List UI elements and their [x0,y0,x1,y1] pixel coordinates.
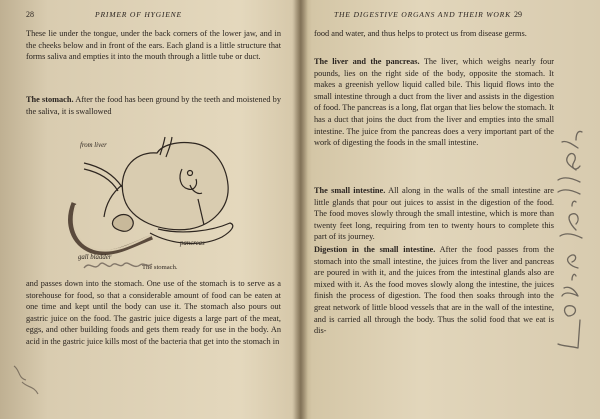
left-para-3: and passes down into the stomach. One use of the stomach is to serve as a storehouse for food, so that a considerable amount of food can be eaten at one time and kept until the body can use it. The stomach also pours out gastric juice on the food. The gastric juice digests a large part of the meat, eggs, and other building foods and gets them ready for use in the body. An acid in the gastric juice kills most of the bacteria that get into the stomach in [26,279,281,346]
right-para-3 [314,185,554,243]
right-para-2-text: The liver, which weighs nearly four pounds, lies on the right side of the body, opposite the stomach. It makes a greenish yellow liquid called bile. This liquid flows into the small intestine through a duct from the liver and assists in the digestion of food. The pancreas is a long, flat organ that lies below the stomach. It has a duct that joins the duct from the liver and empties into the small intestine. The juice from the pancreas does a very important part of the work of digesting the foods in the small intestine. [314,57,555,148]
left-para-2 [26,94,281,117]
left-page [0,0,298,419]
heading-stomach: The stomach. [26,95,74,104]
figure-caption: The stomach. [142,264,178,271]
stomach-illustration [62,133,240,275]
left-para-2-text: After the food has been ground by the teeth and moistened by the saliva, it is swallowed [26,95,281,116]
pencil-scribble [82,256,154,274]
right-para-1: food and water, and thus helps to protect us from disease germs. [314,29,527,38]
pen-marks [8,360,68,400]
label-pancreas: pancreas [180,240,205,247]
heading-liver-pancreas: The liver and the pancreas. [314,57,420,66]
page-number-left: 28 [26,10,34,19]
left-para-1: These lie under the tongue, under the back corners of the lower jaw, and in the cheeks below and in front of the ears. Each gland is a little structure that forms saliva and empties it into the mouth through a little tube or duct. [26,29,281,62]
running-head-left: PRIMER OF HYGIENE [95,10,182,19]
heading-small-intestine: The small intestine. [314,186,386,195]
right-para-4-text: After the food passes from the stomach into the small intestine, the juices from the liver and pancreas are poured in with it, and the juices from the intestinal glands also are mixed with it. As the food moves slowly along the intestine, the juices finish the process of digestion. The food then soaks through into the great network of little blood vessels that are in the wall of the intestine, and is carried all through the body. Thus the solid food that we eat is dis- [314,245,554,336]
page-number-right: 29 [514,10,522,19]
label-from-liver: from liver [80,142,107,149]
right-para-2 [314,56,554,149]
handwritten-signature [548,120,594,360]
right-para-4 [314,244,554,337]
right-para-3-text: All along in the walls of the small intestine are little glands that pour out juices to assist in the digestion of the food. The food moves slowly through the small intestine, which is more than twenty feet long, requiring from ten to twenty hours to complete this part of its journey. [314,186,554,242]
label-gall-bladder: gall bladder [78,254,112,261]
heading-digestion-small-intestine: Digestion in the small intestine. [314,245,436,254]
running-head-right: THE DIGESTIVE ORGANS AND THEIR WORK [334,10,511,19]
